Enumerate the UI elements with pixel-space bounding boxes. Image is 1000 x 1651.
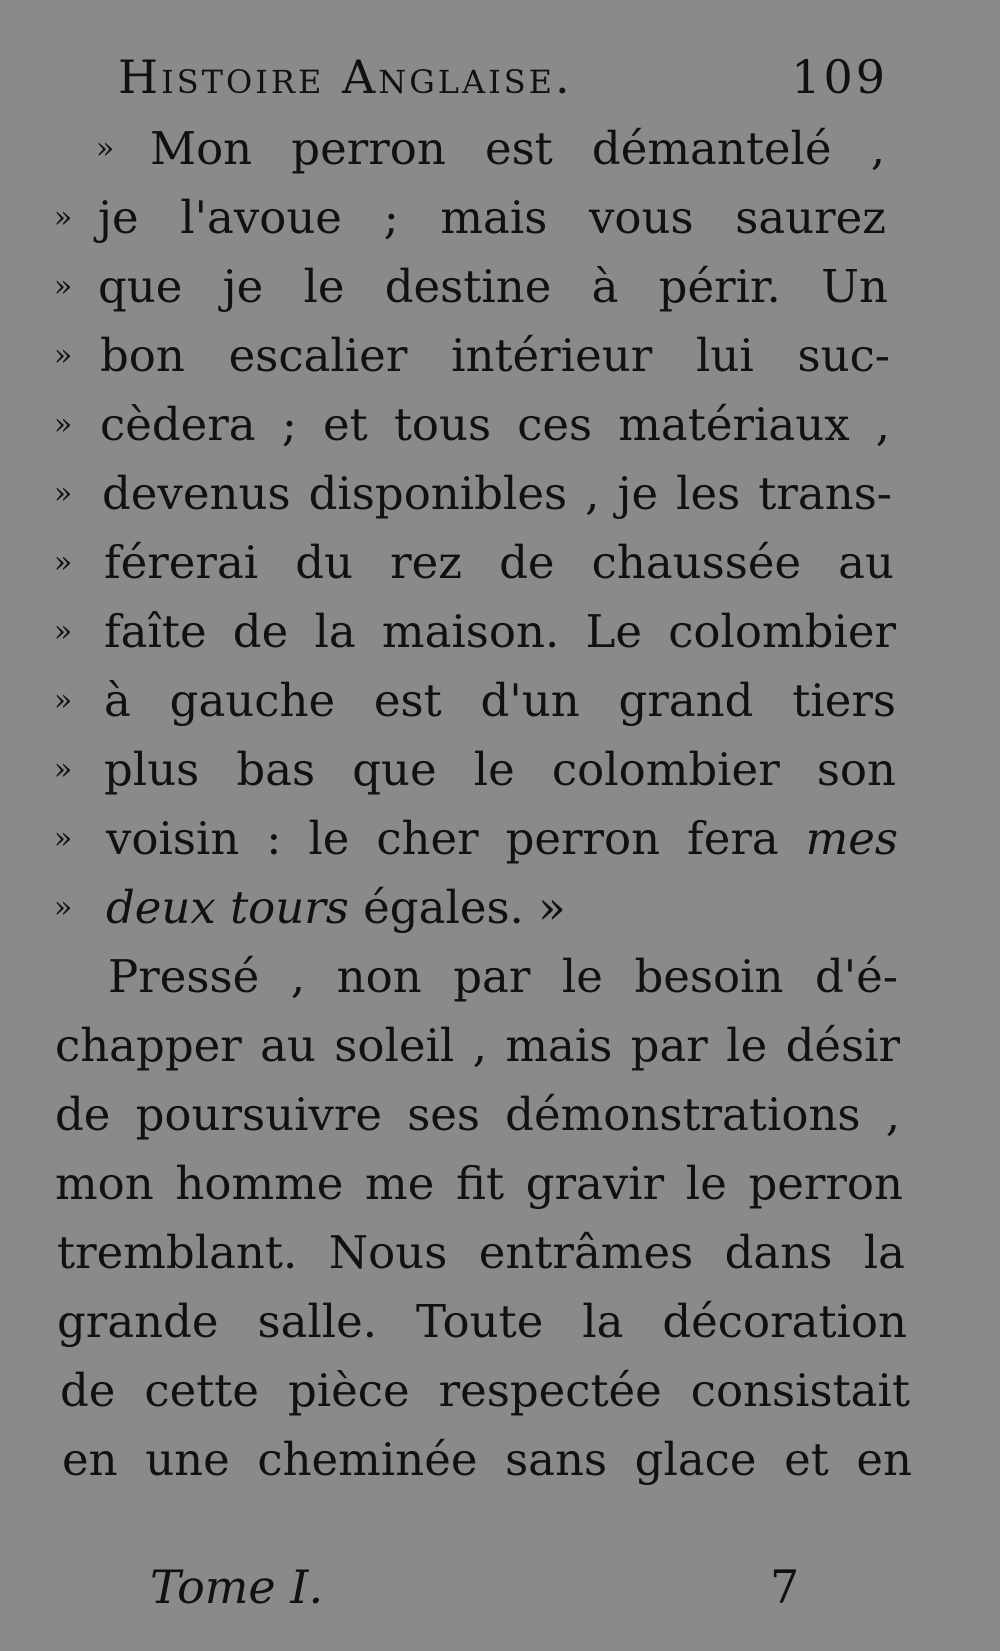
line-text: je l'avoue ; mais vous saurez bbox=[98, 191, 886, 244]
line-text: plus bas que le colombier son bbox=[104, 743, 896, 796]
line-text: chapper au soleil , mais par le désir bbox=[55, 1019, 900, 1072]
quote-mark: » bbox=[53, 407, 73, 442]
quote-mark: » bbox=[53, 269, 73, 304]
quote-mark: » bbox=[95, 131, 115, 166]
quote-mark: » bbox=[53, 614, 73, 649]
quote-mark: » bbox=[53, 752, 73, 787]
quote-mark: » bbox=[53, 890, 73, 925]
line-text: faîte de la maison. Le colombier bbox=[104, 605, 896, 658]
page-footer bbox=[150, 1560, 800, 1630]
line-text-italic: deux tours bbox=[106, 881, 349, 934]
line-text: de poursuivre ses démonstrations , bbox=[55, 1088, 900, 1141]
line-text: tremblant. Nous entrâmes dans la bbox=[57, 1226, 905, 1279]
line-text: en une cheminée sans glace et en bbox=[62, 1433, 912, 1486]
running-title: Histoire Anglaise. bbox=[118, 50, 573, 104]
quote-mark: » bbox=[53, 338, 73, 373]
line-text: devenus disponibles , je les trans- bbox=[102, 467, 892, 520]
quote-mark: » bbox=[53, 545, 73, 580]
line-text bbox=[106, 808, 898, 870]
quote-mark: » bbox=[53, 683, 73, 718]
line-text: cèdera ; et tous ces matériaux , bbox=[100, 398, 890, 451]
line-text-roman: égales. » bbox=[348, 881, 566, 934]
quote-mark: » bbox=[53, 821, 73, 856]
line-text: à gauche est d'un grand tiers bbox=[104, 674, 896, 727]
line-text: de cette pièce respectée consistait bbox=[60, 1364, 910, 1417]
line-text-italic: mes bbox=[805, 812, 898, 865]
line-text-roman: voisin : le cher perron fera bbox=[106, 812, 806, 865]
quote-mark: » bbox=[53, 200, 73, 235]
line-text: férerai du rez de chaussée au bbox=[104, 536, 894, 589]
line-text bbox=[106, 877, 666, 939]
line-text: grande salle. Toute la décoration bbox=[57, 1295, 907, 1348]
line-text: Pressé , non par le besoin d'é- bbox=[108, 950, 898, 1003]
volume-label: Tome I. bbox=[150, 1560, 324, 1614]
line-text: mon homme me fit gravir le perron bbox=[55, 1157, 903, 1210]
signature-mark: 7 bbox=[770, 1560, 800, 1614]
page-number: 109 bbox=[791, 50, 888, 104]
line-text: que je le destine à périr. Un bbox=[98, 260, 888, 313]
quote-mark: » bbox=[53, 476, 73, 511]
line-text: Mon perron est démantelé , bbox=[150, 122, 885, 175]
line-text: bon escalier intérieur lui suc- bbox=[100, 329, 890, 382]
